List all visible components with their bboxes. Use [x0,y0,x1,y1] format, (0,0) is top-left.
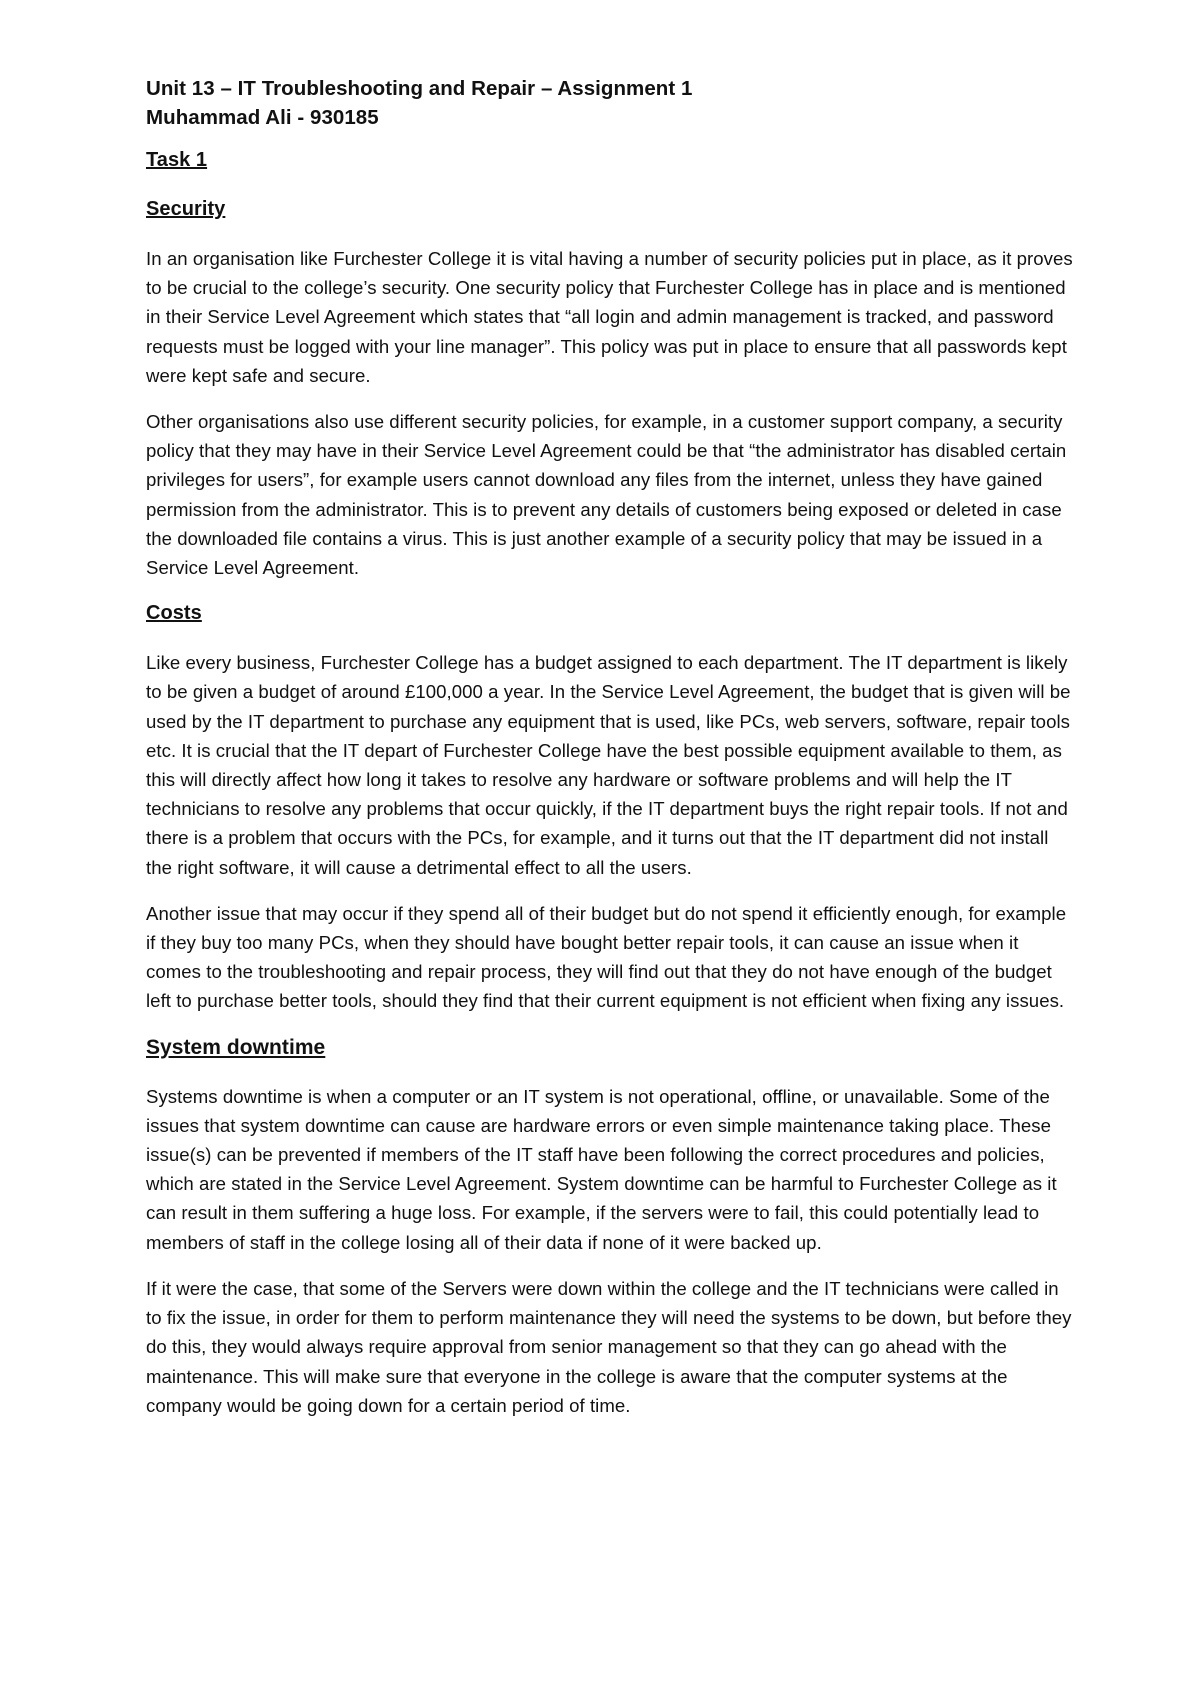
costs-paragraph-1: Like every business, Furchester College has a budget assigned to each department. The IT department is likely to be given a budget of around £100,000 a year. In the Service Level Agreement, the budget that is given will be used by the IT department to purchase any equipment that is used, like PCs, web servers, software, repair tools etc. It is crucial that the IT depart of Furchester College have the best possible equipment available to them, as this will directly affect how long it takes to resolve any hardware or software problems and will help the IT technicians to resolve any problems that occur quickly, if the IT department buys the right repair tools. If not and there is a problem that occurs with the PCs, for example, and it turns out that the IT department did not install the right software, it will cause a detrimental effect to all the users. [146,652,1071,878]
document-body [146,74,1076,1437]
costs-paragraph-2: Another issue that may occur if they spend all of their budget but do not spend it efficiently enough, for example if they buy too many PCs, when they should have bought better repair tools, it can cause an issue when it comes to the troubleshooting and repair process, they will find out that they do not have enough of the budget left to purchase better tools, should they find that their current equipment is not efficient when fixing any issues. [146,902,1067,1012]
document-author: Muhammad Ali - 930185 [146,106,379,129]
section-system-downtime [146,1033,1076,1420]
section-heading-system-downtime: System downtime [146,1035,326,1059]
system-downtime-paragraph-2: If it were the case, that some of the Servers were down within the college and the IT technicians were called in to fix the issue, in order for them to perform maintenance they will need the systems to be down, but before they do this, they would always require approval from senior management so that they can go ahead with the maintenance. This will make sure that everyone in the college is aware that the computer systems at the company would be going down for a certain period of time. [146,1277,1072,1416]
document-title: Unit 13 – IT Troubleshooting and Repair – Assignment 1 [146,77,693,100]
section-heading-security: Security [146,198,226,220]
task-heading: Task 1 [146,149,208,171]
security-paragraph-2: Other organisations also use different security policies, for example, in a customer support company, a security policy that they may have in their Service Level Agreement could be that “the administrator has disabled certain privileges for users”, for example users cannot download any files from the internet, unless they have gained permission from the administrator. This is to prevent any details of customers being exposed or deleted in case the downloaded file contains a virus. This is just another example of a security policy that may be issued in a Service Level Agreement. [146,411,1067,579]
system-downtime-paragraph-1: Systems downtime is when a computer or an IT system is not operational, offline, or unavailable. Some of the issues that system downtime can cause are hardware errors or even simple maintenance taking place. These issue(s) can be prevented if members of the IT staff have been following the correct procedures and policies, which are stated in the Service Level Agreement. System downtime can be harmful to Furchester College as it can result in them suffering a huge loss. For example, if the servers were to fail, this could potentially lead to members of staff in the college losing all of their data if none of it were backed up. [146,1085,1057,1253]
section-security [146,195,1076,582]
section-costs [146,599,1076,1015]
security-paragraph-1: In an organisation like Furchester College it is vital having a number of security policies put in place, as it proves to be crucial to the college’s security. One security policy that Furchester College has in place and is mentioned in their Service Level Agreement which states that “all login and admin management is tracked, and password requests must be logged with your line manager”. This policy was put in place to ensure that all passwords kept were kept safe and secure. [146,248,1073,386]
section-heading-costs: Costs [146,602,202,625]
